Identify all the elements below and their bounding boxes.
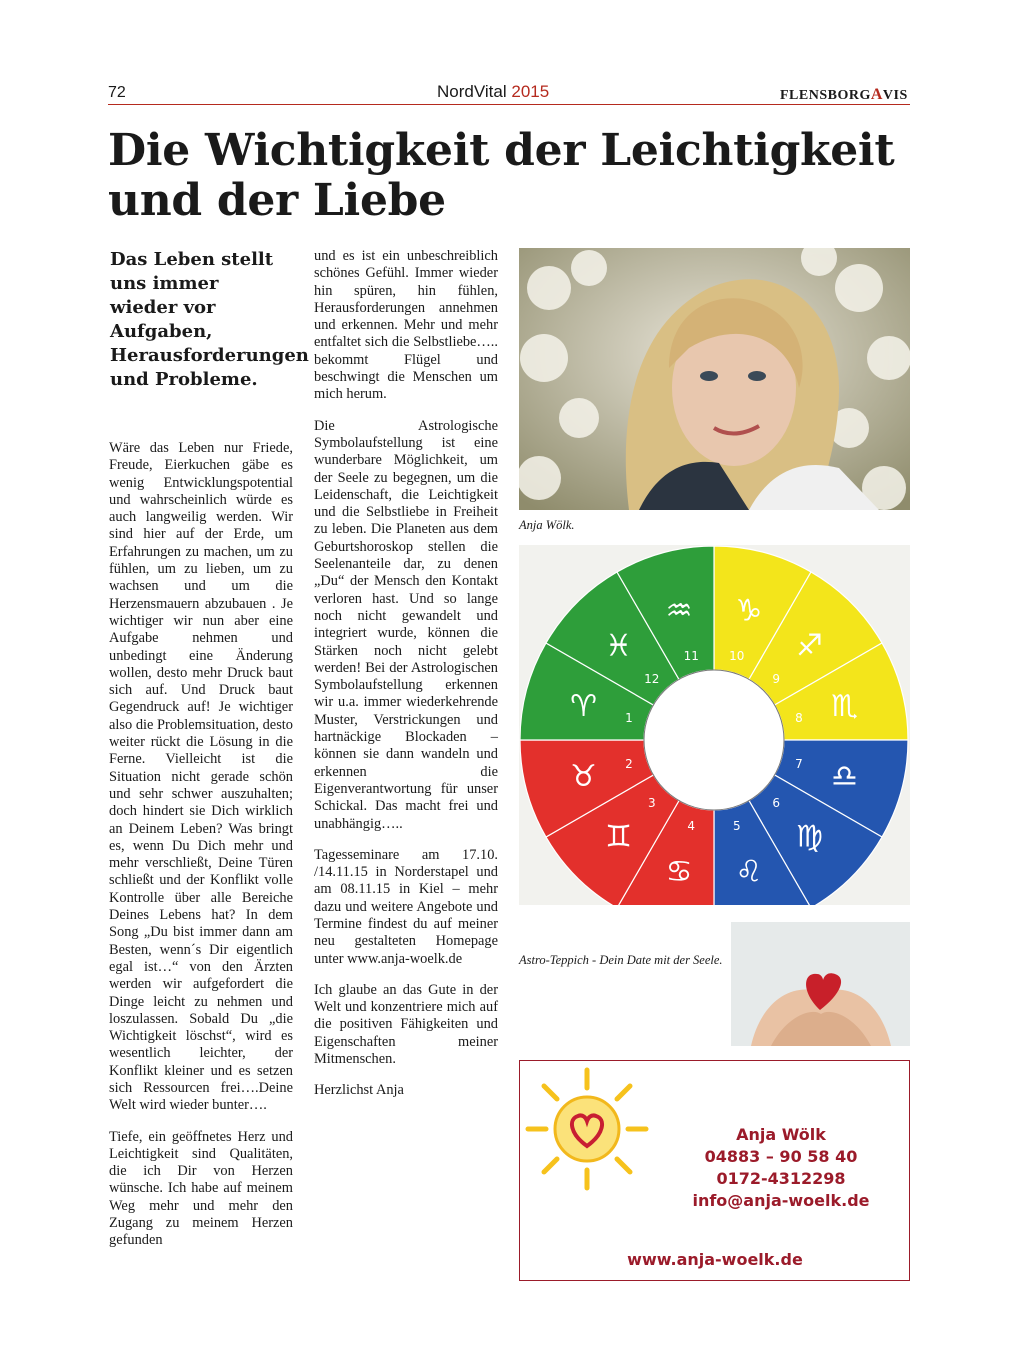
zodiac-house-number: 11 [683,648,699,663]
ad-phone-mobile: 0172-4312298 [716,1169,846,1188]
zodiac-house-number: 12 [644,671,660,686]
ad-website: www.anja-woelk.de [627,1250,803,1269]
wheel-center [644,670,784,810]
zodiac-sign-glyph: ♎ [830,758,858,794]
headline-line-2: und der Liebe [108,175,446,226]
zodiac-house-number: 7 [795,756,803,771]
page-number: 72 [108,84,126,101]
zodiac-sign-glyph: ♓ [605,628,632,664]
zodiac-sign-glyph: ♈ [570,689,598,725]
zodiac-house-number: 10 [729,648,745,663]
zodiac-house-number: 5 [732,819,741,834]
zodiac-sign-glyph: ♊ [605,819,632,855]
zodiac-house-number: 8 [795,711,803,726]
paragraph: Wäre das Leben nur Friede, Freude, Eierkuchen gäbe es wenig Entwicklungspotential und wahrscheinlich würde es auch langweilig werden. Wir sind hier auf der Erde, um Erfahrungen zu machen, um zu fühlen, um zu lieben, um zu wachsen und um die Herzensmauern abzubauen . Je wichtiger wir nun aber eine Aufgabe nehmen und unbedingt eine Änderung wollen, desto mehr Druck baut sich auf. Und Druck baut Gegendruck auf! Je wichtiger also die Problemsituation, desto weiter rückt die Lösung in die Ferne. Vielleicht ist die Situation nicht gerade schön und sehr schwer auszuhalten; doch hindert sie Dich wirklich an Deinem Leben? Was bringt es, wenn Du Dich mehr und mehr verschließt, Deine Türen schließt und der Konflikt volle Kontrolle über alle Bereiche Deines Lebens hat? In dem Song „Du bist immer dann am Besten, wenn´s Dir eigentlich egal ist…“ von den Ärzten werden wir aufgefordert die Dinge leicht zu nehmen und loszulassen. Sobald Du „die Wichtigkeit löschst“, wird es wesentlich leichter, der Konflikt kleiner und es setzen sich Ressourcen frei….Deine Welt wird wieder bunter…. [109,440,293,1114]
portrait-illustration [519,248,910,510]
publisher-logo [780,86,908,104]
zodiac-house-number: 4 [687,819,696,834]
paragraph: Herzlichst Anja [314,1082,404,1099]
paragraph: und es ist ein unbeschreiblich schönes Gefühl. Immer wieder hin spüren, hin fühlen, Herausforderungen annehmen und erkennen. Mehr und mehr entfaltet sich die Selbstliebe….. bekommt Flügel und beschwingt die Menschen um mich herum. [314,248,498,403]
brand-accent: A [870,86,883,103]
zodiac-sign-glyph: ♉ [570,758,598,794]
sun-heart-logo [522,1064,652,1194]
magazine-name: NordVital [437,82,507,101]
paragraph: Die Astrologische Symbolaufstellung ist eine wunderbare Möglichkeit, um der Seele zu begegnen, um die Leidenschaft, die Leichtigkeit und die Selbstliebe in Freiheit zu leben. Die Planeten aus dem Geburtshoroskop stellen die Seelenanteile dar, zu denen „Du“ der Mensch den Kontakt verloren hast. Und so lange noch nicht gewandelt und integriert wurde, können die Stärken noch nicht gelebt werden! Bei der Astrologischen Symbolaufstellung erkennen wir u.a. immer wiederkehrende Muster, Verstrickungen und hartnäckige Blockaden – können sie dann wandeln und erkennen die Eigenverantwortung für unser Schickal. Das macht frei und unabhängig….. [314,417,498,832]
paragraph: Tiefe, ein geöffnetes Herz und Leichtigkeit sind Qualitäten, die ich Dir von Herzen wünsche. Ich habe auf meinem Weg mehr und mehr den Zugang zu meinem Herzen gefunden [109,1128,293,1249]
zodiac-house-number: 6 [772,796,781,811]
heart-in-hands-illustration [731,922,910,1046]
zodiac-wheel-image [519,545,910,905]
magazine-year: 2015 [511,82,550,101]
zodiac-house-number: 2 [625,756,633,771]
zodiac-sign-glyph: ♋ [665,854,693,890]
zodiac-sign-glyph: ♏ [830,689,858,725]
text-column-1 [109,440,293,1264]
text-column-2 [314,248,498,1114]
ad-email: info@anja-woelk.de [692,1191,870,1210]
ad-contact-name: Anja Wölk [736,1125,826,1144]
brand-prefix: FLENSBORG [780,88,871,103]
brand-suffix: VIS [882,88,908,103]
zodiac-sign-glyph: ♍ [796,819,823,855]
zodiac-sign-glyph: ♐ [796,628,823,664]
portrait-caption: Anja Wölk. [519,518,575,532]
magazine-title [437,82,549,102]
headline-line-1: Die Wichtigkeit der Leichtigkeit [108,125,895,176]
zodiac-sign-glyph: ♌ [735,854,763,890]
article-headline [108,126,918,226]
sun-heart-icon [522,1064,652,1194]
zodiac-house-number: 1 [625,711,633,726]
paragraph: Ich glaube an das Gute in der Welt und konzentriere mich auf die positiven Fähigkeiten und Eigenschaften meiner Mitmenschen. [314,981,498,1068]
header-divider [108,104,910,105]
zodiac-house-number: 9 [772,671,781,686]
portrait-photo [519,248,910,510]
zodiac-sign-glyph: ♒ [665,593,693,629]
zodiac-sign-glyph: ♑ [735,593,763,629]
zodiac-wheel [519,545,910,905]
paragraph: Tagesseminare am 17.10. /14.11.15 in Norderstapel und am 08.11.15 in Kiel – mehr dazu und weitere Angebote und Termine findest du auf meiner neu gestalteten Homepage unter www.anja-woelk.de [314,846,498,967]
article-intro: Das Leben stellt uns immer wieder vor Aufgaben, Herausforderungen und Probleme. [110,249,309,390]
wheel-caption: Astro-Teppich - Dein Date mit der Seele. [519,953,723,967]
heart-hands-photo [731,922,910,1046]
ad-phone-landline: 04883 – 90 58 40 [704,1147,858,1166]
zodiac-house-number: 3 [647,796,656,811]
